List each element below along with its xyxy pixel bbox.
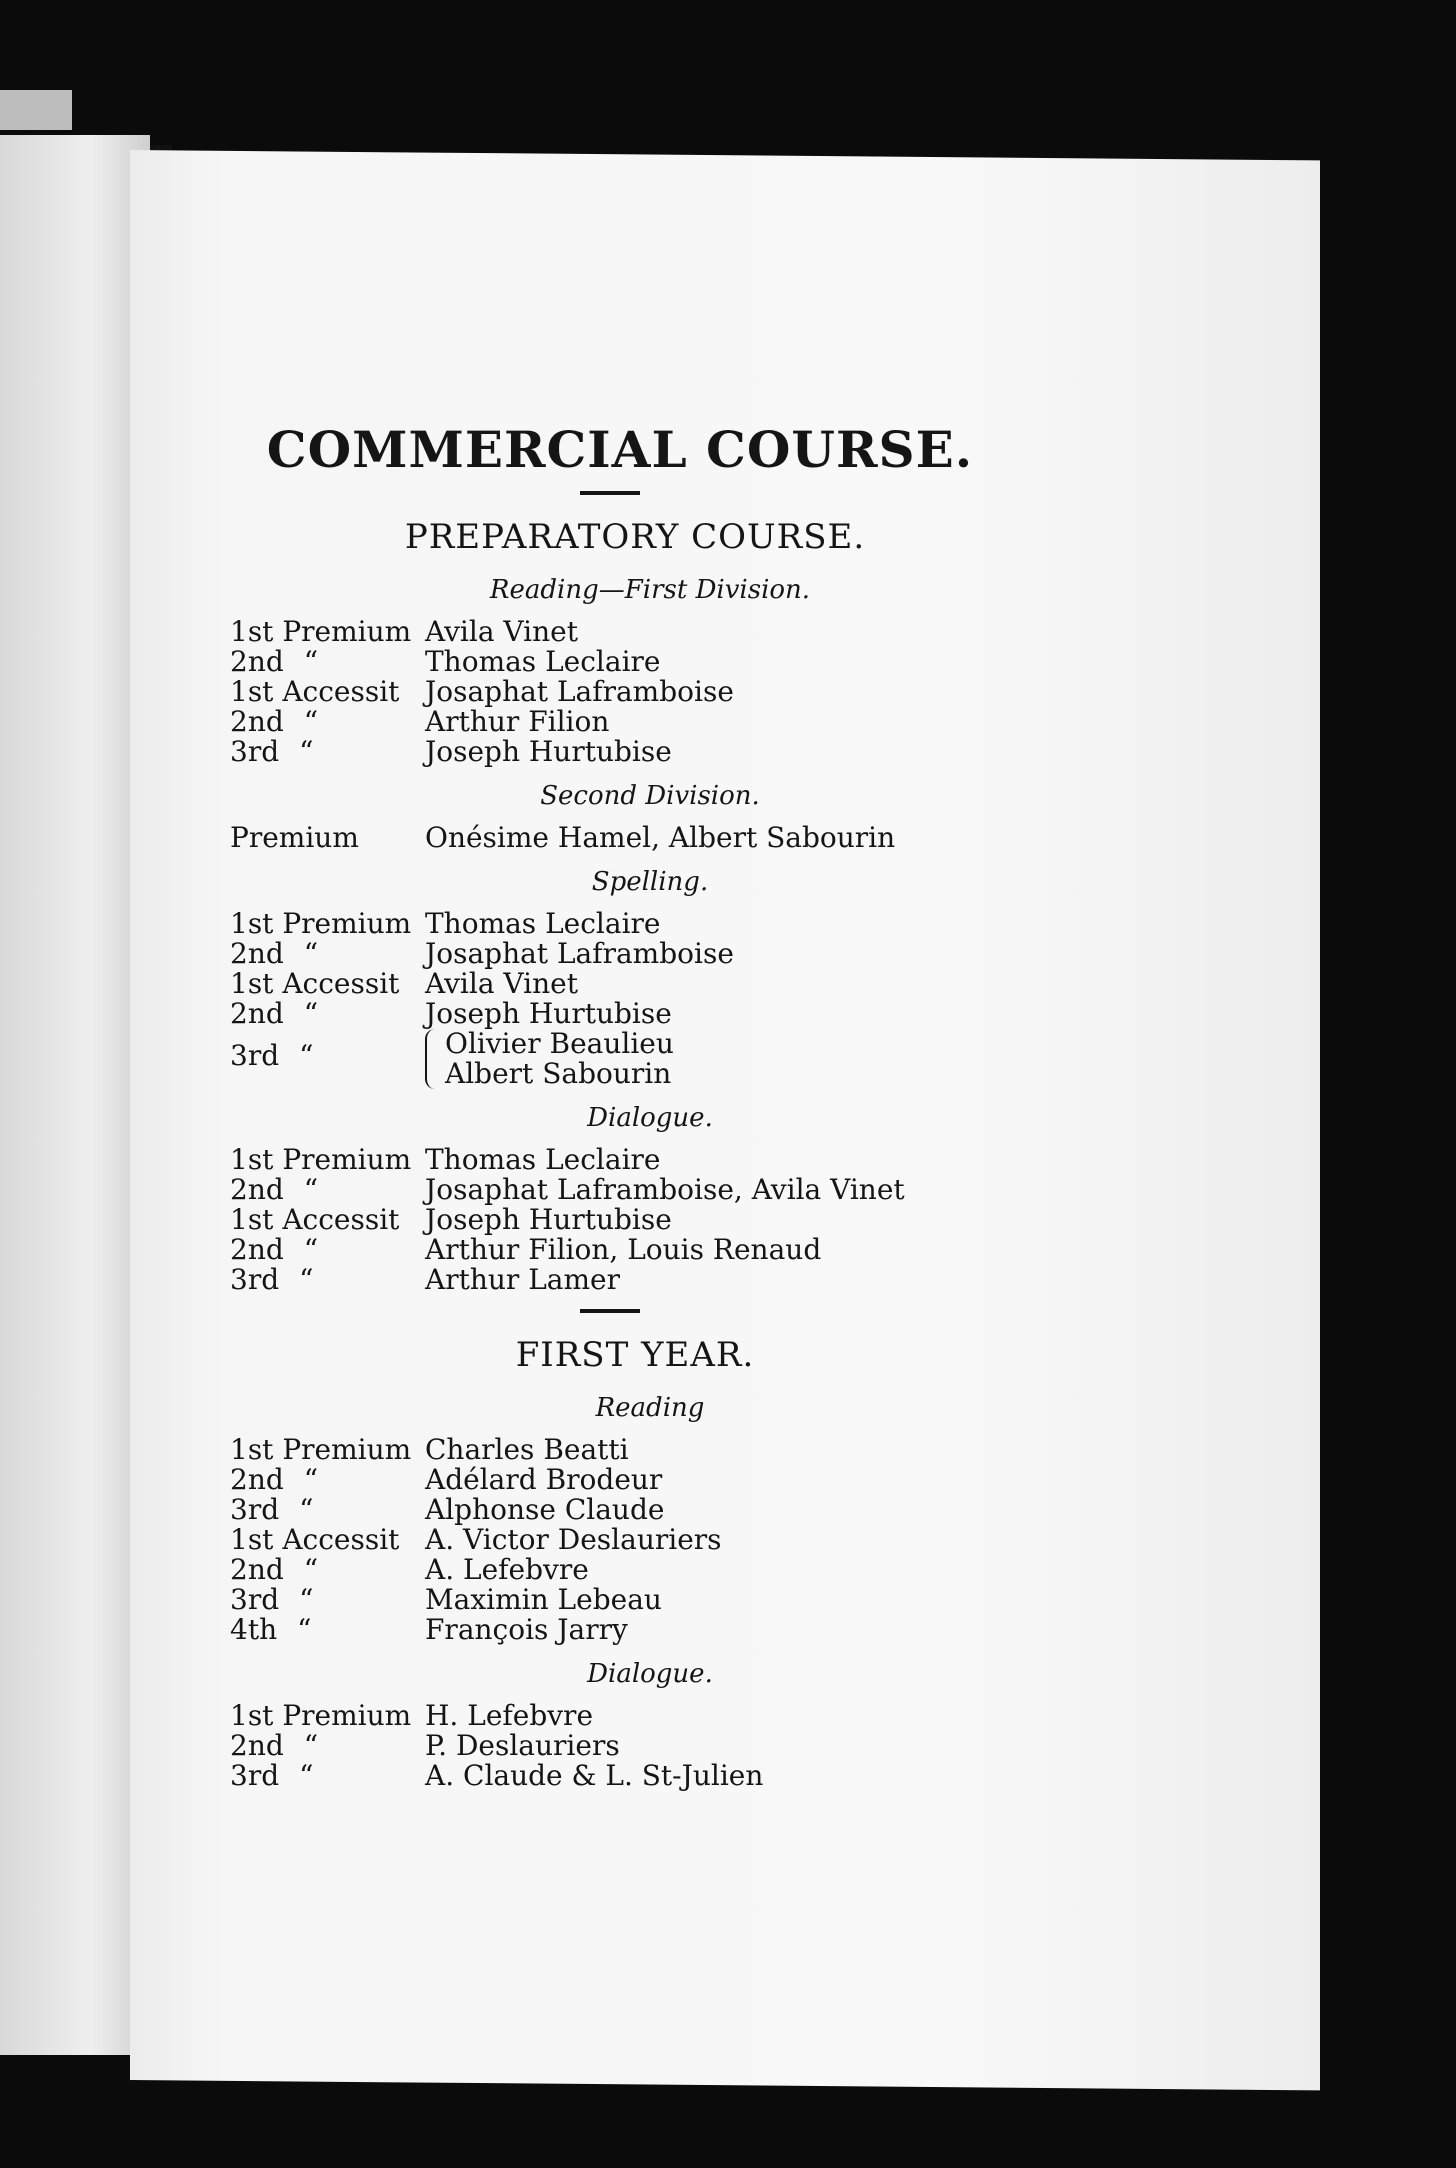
ditto-mark: “ [299, 1583, 314, 1616]
group-subheading: Dialogue. [587, 1659, 713, 1689]
group-subheading: Second Division. [540, 781, 760, 811]
award-row [230, 1435, 990, 1465]
award-rank [230, 1435, 425, 1465]
award-group [230, 867, 990, 1089]
rank-label: 2nd [230, 937, 284, 970]
section-heading: FIRST YEAR. [515, 1335, 755, 1375]
recipient-name: François Jarry [425, 1613, 628, 1646]
award-group [230, 781, 990, 853]
award-rank [230, 677, 425, 707]
ditto-mark: “ [303, 705, 319, 738]
recipient-name: P. Deslauriers [425, 1729, 620, 1762]
rank-label: 3rd [230, 1263, 280, 1296]
award-row [230, 1495, 990, 1525]
rank-label: 1st Premium [230, 1699, 412, 1732]
rank-label: 1st Premium [230, 1143, 412, 1176]
award-row [230, 1465, 990, 1495]
award-row [230, 1145, 990, 1175]
award-row [230, 1615, 990, 1645]
award-rank [230, 1761, 425, 1791]
award-row [230, 647, 990, 677]
rank-label: 2nd [230, 1233, 284, 1266]
rank-label: Premium [230, 821, 359, 854]
rank-label: 4th [230, 1613, 278, 1646]
award-group [230, 1393, 990, 1645]
group-subheading: Spelling. [591, 867, 709, 897]
award-rank [230, 1701, 425, 1731]
sections [230, 517, 990, 1791]
award-group [230, 1103, 990, 1295]
recipient-name: Onésime Hamel, Albert Sabourin [425, 821, 896, 854]
recipient-name: A. Lefebvre [425, 1553, 589, 1586]
award-row [230, 707, 990, 737]
ditto-mark: “ [303, 937, 319, 970]
award-rank [230, 1585, 425, 1615]
rank-label: 3rd [230, 1039, 280, 1072]
award-rank [230, 1235, 425, 1265]
recipient-name: Thomas Leclaire [425, 907, 661, 940]
award-rank [230, 737, 425, 767]
award-rank [230, 999, 425, 1029]
award-rank [230, 707, 425, 737]
award-rank [230, 1555, 425, 1585]
page-title: COMMERCIAL COURSE. [266, 420, 974, 479]
recipient-name: Charles Beatti [425, 1433, 629, 1466]
recipient-name: Albert Sabourin [445, 1057, 672, 1090]
ditto-mark: “ [299, 1039, 314, 1072]
ditto-mark: “ [297, 1613, 312, 1646]
ditto-mark: “ [303, 1233, 319, 1266]
award-rank [230, 1615, 425, 1645]
recipient-name: Maximin Lebeau [425, 1583, 662, 1616]
award-rank [230, 1465, 425, 1495]
rank-label: 1st Premium [230, 615, 412, 648]
award-row [230, 1585, 990, 1615]
section-rule [580, 1309, 640, 1313]
award-row [230, 969, 990, 999]
recipient-name: Adélard Brodeur [425, 1463, 663, 1496]
braced-names [445, 1029, 674, 1089]
award-row [230, 1525, 990, 1555]
award-rank [230, 617, 425, 647]
recipient-name: Alphonse Claude [425, 1493, 665, 1526]
award-row [230, 1265, 990, 1295]
group-subheading: Reading [595, 1393, 705, 1423]
recipient-name: Joseph Hurtubise [425, 735, 672, 768]
award-rank [230, 1175, 425, 1205]
award-row [230, 823, 990, 853]
award-row [230, 1235, 990, 1265]
recipient-name: Josaphat Laframboise [425, 675, 734, 708]
rank-label: 2nd [230, 705, 284, 738]
recipient-name: H. Lefebvre [425, 1699, 594, 1732]
rank-label: 3rd [230, 1493, 280, 1526]
recipient-name: A. Victor Deslauriers [425, 1523, 722, 1556]
award-rank [230, 939, 425, 969]
recipient-name: Josaphat Laframboise [425, 937, 734, 970]
title-rule [580, 491, 640, 495]
award-rank [230, 1029, 425, 1089]
ditto-mark: “ [299, 735, 314, 768]
award-rank [230, 1731, 425, 1761]
award-rank [230, 1495, 425, 1525]
ditto-mark: “ [303, 1463, 319, 1496]
award-rank [230, 823, 425, 853]
award-rank [230, 969, 425, 999]
award-rank [230, 1205, 425, 1235]
group-subheading: Dialogue. [587, 1103, 713, 1133]
recipient-name: Arthur Lamer [425, 1263, 621, 1296]
rank-label: 1st Accessit [230, 967, 400, 1000]
recipient-name: Arthur Filion [425, 705, 610, 738]
award-row [230, 1205, 990, 1235]
award-rank [230, 1145, 425, 1175]
award-row [230, 1175, 990, 1205]
recipient-name: Arthur Filion, Louis Renaud [425, 1233, 822, 1266]
recipient-name: Thomas Leclaire [425, 1143, 661, 1176]
rank-label: 2nd [230, 645, 284, 678]
award-row-braced [230, 1029, 990, 1089]
rank-label: 2nd [230, 1173, 284, 1206]
award-row [230, 1701, 990, 1731]
left-page-edge [0, 90, 72, 130]
award-row [230, 909, 990, 939]
group-subheading: Reading—First Division. [489, 575, 811, 605]
award-rank [230, 1525, 425, 1555]
recipient-name: Joseph Hurtubise [425, 997, 672, 1030]
recipient-name: Olivier Beaulieu [445, 1027, 674, 1060]
page-content [230, 420, 990, 1805]
recipient-name: Thomas Leclaire [425, 645, 661, 678]
ditto-mark: “ [299, 1263, 314, 1296]
ditto-mark: “ [303, 1173, 319, 1206]
award-row [230, 1555, 990, 1585]
section-heading: PREPARATORY COURSE. [404, 517, 866, 557]
award-row [230, 737, 990, 767]
rank-label: 1st Accessit [230, 1523, 400, 1556]
award-group [230, 575, 990, 767]
left-page [0, 135, 150, 2055]
recipient-name: A. Claude & L. St-Julien [425, 1759, 764, 1792]
award-row [230, 677, 990, 707]
award-rank [230, 1265, 425, 1295]
award-rank [230, 647, 425, 677]
ditto-mark: “ [299, 1759, 314, 1792]
recipient-name: Avila Vinet [425, 615, 578, 648]
rank-label: 3rd [230, 1759, 280, 1792]
recipient-name: Joseph Hurtubise [425, 1203, 672, 1236]
recipient-name: Josaphat Laframboise, Avila Vinet [425, 1173, 905, 1206]
rank-label: 1st Premium [230, 1433, 412, 1466]
award-rank [230, 909, 425, 939]
ditto-mark: “ [303, 1729, 319, 1762]
award-group [230, 1659, 990, 1791]
ditto-mark: “ [303, 997, 319, 1030]
rank-label: 2nd [230, 1729, 284, 1762]
award-row [230, 617, 990, 647]
rank-label: 1st Accessit [230, 675, 400, 708]
rank-label: 2nd [230, 1463, 284, 1496]
rank-label: 3rd [230, 1583, 280, 1616]
award-row [230, 1761, 990, 1791]
ditto-mark: “ [299, 1493, 314, 1526]
rank-label: 1st Premium [230, 907, 412, 940]
rank-label: 2nd [230, 1553, 284, 1586]
award-row [230, 939, 990, 969]
rank-label: 1st Accessit [230, 1203, 400, 1236]
award-row [230, 1731, 990, 1761]
ditto-mark: “ [303, 1553, 319, 1586]
ditto-mark: “ [303, 645, 319, 678]
recipient-name: Avila Vinet [425, 967, 578, 1000]
rank-label: 2nd [230, 997, 284, 1030]
award-row [230, 999, 990, 1029]
brace-mark [425, 1029, 441, 1089]
rank-label: 3rd [230, 735, 280, 768]
